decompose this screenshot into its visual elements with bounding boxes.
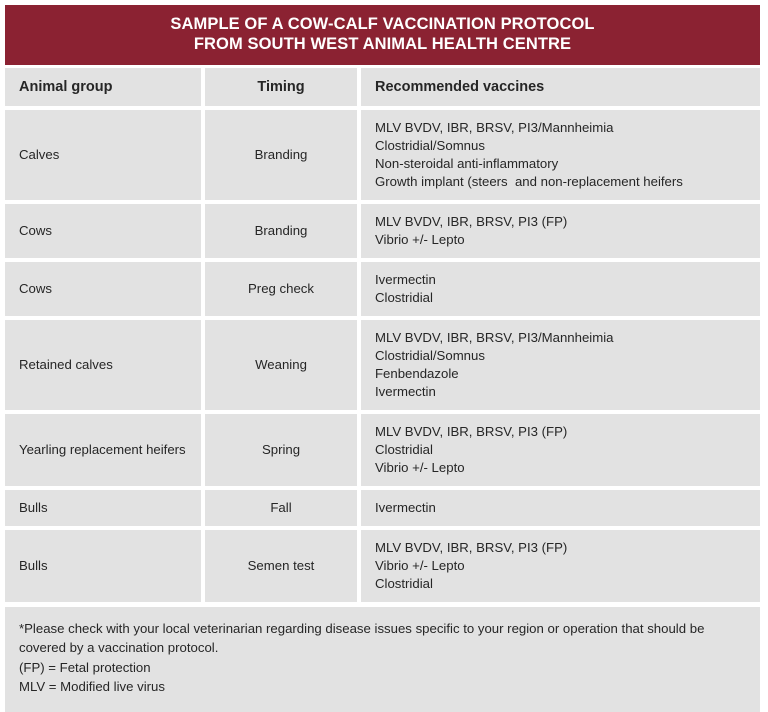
cell-timing: Fall <box>205 490 361 530</box>
table-header-row <box>5 68 760 110</box>
title-line-1: SAMPLE OF A COW-CALF VACCINATION PROTOCOL <box>170 15 595 33</box>
footnote-abbreviation-fp: (FP) = Fetal protection <box>19 660 151 675</box>
table-row <box>5 320 760 414</box>
vaccine-line: Growth implant (steers and non-replacement heifers <box>375 174 683 189</box>
cell-animal-group: Calves <box>5 110 205 204</box>
column-header-timing: Timing <box>205 68 361 110</box>
vaccine-line: Ivermectin <box>375 272 436 287</box>
vaccine-line: Fenbendazole <box>375 366 459 381</box>
column-header-recommended-vaccines: Recommended vaccines <box>361 68 760 110</box>
cell-recommended-vaccines <box>361 530 760 606</box>
column-header-animal-group: Animal group <box>5 68 205 110</box>
table-row <box>5 262 760 320</box>
footnote-disclaimer: *Please check with your local veterinarian regarding disease issues specific to your region or operation that should be covered by a vaccination protocol. <box>19 621 705 655</box>
cell-timing: Weaning <box>205 320 361 414</box>
vaccine-line: MLV BVDV, IBR, BRSV, PI3 (FP) <box>375 214 568 229</box>
table-header <box>5 68 760 110</box>
vaccine-line: MLV BVDV, IBR, BRSV, PI3/Mannheimia <box>375 120 614 135</box>
vaccine-line: Vibrio +/- Lepto <box>375 460 465 475</box>
title-banner <box>5 5 760 65</box>
vaccine-line: Vibrio +/- Lepto <box>375 232 465 247</box>
cell-animal-group: Bulls <box>5 490 205 530</box>
cell-timing: Branding <box>205 204 361 262</box>
cell-animal-group: Bulls <box>5 530 205 606</box>
cell-timing: Spring <box>205 414 361 490</box>
vaccine-line: Clostridial/Somnus <box>375 138 485 153</box>
vaccine-line: Clostridial <box>375 576 433 591</box>
vaccination-protocol-table <box>5 68 760 606</box>
vaccine-line: MLV BVDV, IBR, BRSV, PI3 (FP) <box>375 540 568 555</box>
cell-recommended-vaccines <box>361 320 760 414</box>
table-body <box>5 110 760 606</box>
vaccine-line: Non-steroidal anti-inflammatory <box>375 156 559 171</box>
cell-animal-group: Cows <box>5 262 205 320</box>
footnote-block <box>5 607 760 712</box>
vaccine-line: Ivermectin <box>375 384 436 399</box>
table-row <box>5 414 760 490</box>
vaccine-line: MLV BVDV, IBR, BRSV, PI3/Mannheimia <box>375 330 614 345</box>
cell-timing: Branding <box>205 110 361 204</box>
vaccine-line: Vibrio +/- Lepto <box>375 558 465 573</box>
vaccine-line: Clostridial <box>375 290 433 305</box>
footnote-abbreviation-mlv: MLV = Modified live virus <box>19 679 165 694</box>
table-row <box>5 204 760 262</box>
cell-recommended-vaccines <box>361 490 760 530</box>
vaccine-line: Ivermectin <box>375 500 436 515</box>
title-line-2: FROM SOUTH WEST ANIMAL HEALTH CENTRE <box>193 35 572 53</box>
vaccine-line: Clostridial <box>375 442 433 457</box>
table-row <box>5 530 760 606</box>
cell-recommended-vaccines <box>361 262 760 320</box>
cell-recommended-vaccines <box>361 204 760 262</box>
vaccine-line: MLV BVDV, IBR, BRSV, PI3 (FP) <box>375 424 568 439</box>
cell-timing: Preg check <box>205 262 361 320</box>
cell-animal-group: Retained calves <box>5 320 205 414</box>
table-row <box>5 110 760 204</box>
cell-recommended-vaccines <box>361 110 760 204</box>
table-row <box>5 490 760 530</box>
cell-recommended-vaccines <box>361 414 760 490</box>
cell-animal-group: Yearling replacement heifers <box>5 414 205 490</box>
vaccine-line: Clostridial/Somnus <box>375 348 485 363</box>
cell-timing: Semen test <box>205 530 361 606</box>
cell-animal-group: Cows <box>5 204 205 262</box>
